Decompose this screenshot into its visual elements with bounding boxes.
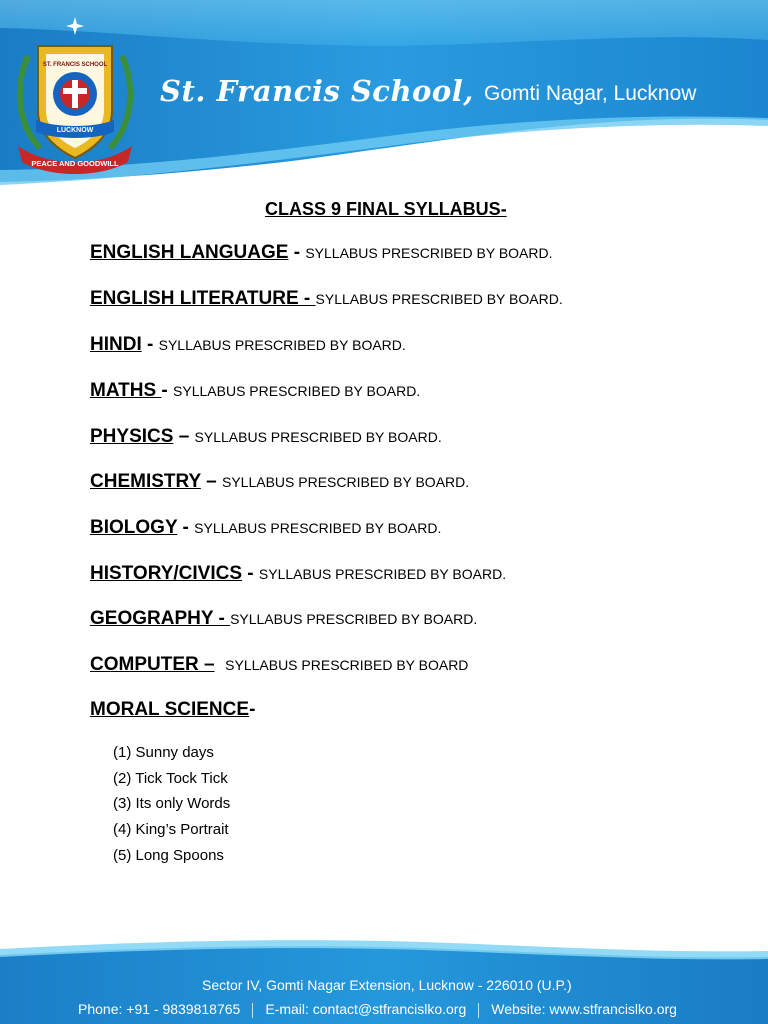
list-item: (3) Its only Words xyxy=(113,795,231,813)
subject-description: SYLLABUS PRESCRIBED BY BOARD. xyxy=(230,611,478,627)
divider xyxy=(478,1003,479,1018)
subject-row xyxy=(90,654,468,676)
footer-email[interactable]: E-mail: contact@stfrancislko.org xyxy=(265,1001,467,1017)
subject-row xyxy=(90,563,506,585)
school-name: St. Francis School, xyxy=(160,74,474,108)
subject-name: HINDI xyxy=(90,334,142,355)
footer-banner xyxy=(0,935,768,1024)
subject-description: SYLLABUS PRESCRIBED BY BOARD. xyxy=(194,520,442,536)
subject-name: ENGLISH LANGUAGE xyxy=(90,242,289,263)
list-item: (4) King’s Portrait xyxy=(113,821,229,839)
subject-name: MATHS xyxy=(90,380,162,401)
subject-separator: - xyxy=(242,563,259,584)
subject-separator xyxy=(215,654,226,675)
subject-separator: - xyxy=(249,699,256,720)
subject-row xyxy=(90,608,477,630)
subject-name: GEOGRAPHY - xyxy=(90,608,231,629)
document-title: CLASS 9 FINAL SYLLABUS- xyxy=(265,199,507,219)
subject-separator: - xyxy=(288,242,306,263)
footer-contact-row xyxy=(78,1001,677,1018)
moral-science-heading: MORAL SCIENCE xyxy=(90,699,250,720)
subject-row xyxy=(90,426,442,448)
footer-phone: Phone: +91 - 9839818765 xyxy=(78,1001,241,1017)
crest-band-text: LUCKNOW xyxy=(56,127,94,134)
subject-description: SYLLABUS PRESCRIBED BY BOARD xyxy=(225,657,469,673)
subject-description: SYLLABUS PRESCRIBED BY BOARD. xyxy=(258,566,507,582)
subject-separator: - xyxy=(161,380,174,401)
footer-website[interactable]: Website: www.stfrancislko.org xyxy=(491,1001,677,1017)
subject-separator: - xyxy=(177,517,195,538)
subject-description: SYLLABUS PRESCRIBED BY BOARD. xyxy=(173,383,421,399)
subject-description: SYLLABUS PRESCRIBED BY BOARD. xyxy=(305,245,553,261)
crest-top-text: ST. FRANCIS SCHOOL xyxy=(42,62,108,68)
list-item: (2) Tick Tock Tick xyxy=(113,769,228,787)
subject-name: HISTORY/CIVICS xyxy=(90,563,243,584)
school-crest-logo xyxy=(10,16,140,176)
school-location: Gomti Nagar, Lucknow xyxy=(484,82,697,105)
moral-science-heading-row xyxy=(90,699,255,721)
subject-name: BIOLOGY xyxy=(90,517,178,538)
list-item: (5) Long Spoons xyxy=(113,846,224,864)
subject-description: SYLLABUS PRESCRIBED BY BOARD. xyxy=(221,474,470,490)
subject-description: SYLLABUS PRESCRIBED BY BOARD. xyxy=(158,337,406,353)
subject-separator: – xyxy=(173,426,195,447)
moral-science-list xyxy=(113,742,230,870)
subject-name: CHEMISTRY xyxy=(90,471,201,492)
subject-separator: – xyxy=(200,471,222,492)
subject-name: COMPUTER – xyxy=(90,654,215,675)
subject-row xyxy=(90,471,469,493)
subject-row xyxy=(90,380,420,402)
subject-row xyxy=(90,242,553,264)
crest-motto-text: PEACE AND GOODWILL xyxy=(31,159,119,168)
header-banner xyxy=(0,0,768,185)
divider xyxy=(252,1003,253,1018)
subject-description: SYLLABUS PRESCRIBED BY BOARD. xyxy=(194,429,442,445)
subject-description: SYLLABUS PRESCRIBED BY BOARD. xyxy=(315,291,563,307)
subject-row xyxy=(90,288,563,310)
list-item: (1) Sunny days xyxy=(113,744,214,761)
subject-row xyxy=(90,517,441,539)
footer-address: Sector IV, Gomti Nagar Extension, Lucknow - 226010 (U.P.) xyxy=(202,977,572,993)
subject-name: ENGLISH LITERATURE - xyxy=(90,288,316,309)
subject-separator: - xyxy=(141,334,159,355)
subject-name: PHYSICS xyxy=(90,426,174,447)
subject-row xyxy=(90,334,406,356)
